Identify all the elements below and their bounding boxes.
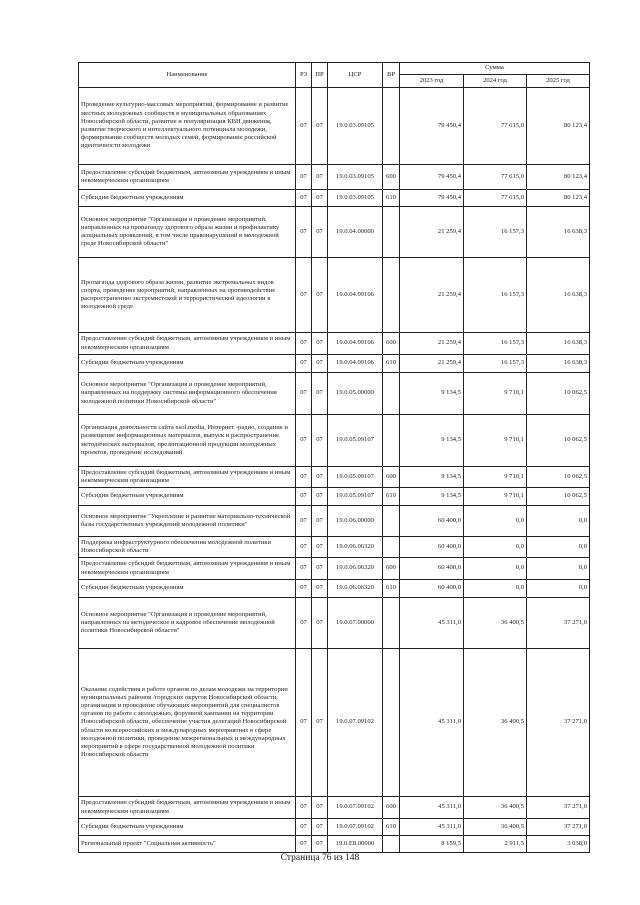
row-value-2025: 0,0 [527,537,590,558]
row-pr: 07 [312,88,328,165]
row-csr: 19.0.06.06320 [328,580,383,598]
row-rz: 07 [296,333,312,355]
row-value-2024: 77 615,0 [464,190,527,207]
row-pr: 07 [312,355,328,373]
row-rz: 07 [296,537,312,558]
row-value-2025: 16 638,3 [527,355,590,373]
row-value-2025: 80 123,4 [527,88,590,165]
row-vr: 600 [383,467,400,488]
row-rz: 07 [296,558,312,580]
table-row [79,598,590,649]
row-rz: 07 [296,797,312,819]
row-pr: 07 [312,649,328,797]
row-csr: 19.0.06.00000 [328,506,383,537]
row-vr [383,537,400,558]
row-name: Проведение культурно-массовых мероприятий, формирование и развитие местных молодежных сообществ в муниципальных образованиях Новосибирской области, развитие и популяризация КВН движения, развитие творческого и интеллектуального потенциала молодежи, формирование сообществ молодых семей, формирование российской идентичности молодежи [79,88,296,165]
row-value-2024: 36 400,5 [464,819,527,836]
row-name: Предоставление субсидий бюджетным, автономным учреждениям и иным некоммерческим организациям [79,333,296,355]
table-row [79,207,590,258]
row-rz: 07 [296,207,312,258]
row-vr: 610 [383,190,400,207]
row-value-2023: 8 159,5 [400,836,464,853]
row-value-2025: 10 062,5 [527,467,590,488]
row-value-2023: 9 134,5 [400,415,464,467]
row-value-2025: 37 271,0 [527,797,590,819]
row-value-2024: 16 157,3 [464,258,527,333]
row-value-2024: 16 157,3 [464,333,527,355]
row-pr: 07 [312,797,328,819]
table-row [79,819,590,836]
row-value-2025: 10 062,5 [527,415,590,467]
header-2025: 2025 год [527,75,590,88]
row-value-2023: 60 400,0 [400,580,464,598]
row-name: Предоставление субсидий бюджетным, автономным учреждениям и иным некоммерческим организациям [79,467,296,488]
row-csr: 19.0.03.09105 [328,88,383,165]
row-value-2025: 37 271,0 [527,649,590,797]
row-pr: 07 [312,506,328,537]
row-vr [383,373,400,415]
row-name: Субсидии бюджетным учреждениям [79,488,296,506]
table-row [79,373,590,415]
row-pr: 07 [312,258,328,333]
table-header [79,63,590,88]
row-csr: 19.0.06.06320 [328,537,383,558]
row-value-2024: 36 400,5 [464,797,527,819]
page-number: Страница 76 из 148 [280,853,360,863]
header-2024: 2024 год [464,75,527,88]
row-pr: 07 [312,836,328,853]
header-rz: РЗ [296,63,312,88]
table-row [79,836,590,853]
header-csr: ЦСР [328,63,383,88]
row-value-2024: 0,0 [464,506,527,537]
row-vr: 610 [383,580,400,598]
row-vr [383,258,400,333]
row-name: Поддержка инфраструктурного обеспечения молодежной политики Новосибирской области [79,537,296,558]
table-row [79,488,590,506]
row-csr: 19.0.07.09102 [328,649,383,797]
row-vr: 610 [383,488,400,506]
row-name: Основное мероприятие "Организация и проведение мероприятий, направленных на пропаганду здорового образа жизни и профилактику асоциальных проявлений, в том числе правонарушений в молодежной среде Новосибирской области" [79,207,296,258]
row-rz: 07 [296,415,312,467]
table-row [79,580,590,598]
header-vr: ВР [383,63,400,88]
row-rz: 07 [296,488,312,506]
table-row [79,506,590,537]
row-csr: 19.0.07.09102 [328,797,383,819]
row-vr [383,415,400,467]
table-row [79,165,590,190]
row-value-2025: 37 271,0 [527,598,590,649]
row-pr: 07 [312,598,328,649]
row-pr: 07 [312,373,328,415]
row-csr: 19.0.03.09105 [328,165,383,190]
row-vr [383,649,400,797]
row-vr: 600 [383,333,400,355]
row-csr: 19.0.06.06320 [328,558,383,580]
row-rz: 07 [296,258,312,333]
header-pr: ПР [312,63,328,88]
row-pr: 07 [312,165,328,190]
row-name: Основное мероприятие "Укрепление и развитие материально-технической базы государственных учреждений молодежной политики" [79,506,296,537]
row-vr [383,88,400,165]
row-name: Организация деятельности сайта nsol.media, Интернет -радио, создание и размещение информационных материалов, выпуск и распространение методических материалов, презентационной продукции молодежных проектов, проведение исследований [79,415,296,467]
row-vr: 600 [383,797,400,819]
row-value-2025: 0,0 [527,558,590,580]
row-value-2025: 37 271,0 [527,819,590,836]
row-value-2024: 0,0 [464,537,527,558]
row-pr: 07 [312,488,328,506]
row-pr: 07 [312,819,328,836]
header-2023: 2023 год [400,75,464,88]
row-vr [383,207,400,258]
row-pr: 07 [312,415,328,467]
row-name: Основное мероприятие "Организация и проведение мероприятий, направленных на поддержку системы информационного обеспечения молодежной политики Новосибирской области" [79,373,296,415]
row-value-2024: 16 157,3 [464,355,527,373]
row-value-2024: 9 710,1 [464,415,527,467]
table-row [79,558,590,580]
row-value-2023: 21 259,4 [400,207,464,258]
row-pr: 07 [312,580,328,598]
row-value-2023: 79 450,4 [400,165,464,190]
row-value-2024: 16 157,3 [464,207,527,258]
row-value-2025: 0,0 [527,506,590,537]
row-vr: 610 [383,819,400,836]
row-value-2023: 60 400,0 [400,506,464,537]
row-vr: 600 [383,558,400,580]
row-value-2024: 77 615,0 [464,165,527,190]
table-row [79,537,590,558]
table-row [79,649,590,797]
row-value-2023: 45 311,0 [400,598,464,649]
row-csr: 19.0.05.09107 [328,488,383,506]
row-csr: 19.0.05.09107 [328,415,383,467]
row-value-2023: 79 450,4 [400,190,464,207]
row-value-2023: 45 311,0 [400,649,464,797]
row-csr: 19.0.04.09106 [328,258,383,333]
row-vr [383,598,400,649]
row-pr: 07 [312,558,328,580]
row-value-2023: 9 134,5 [400,467,464,488]
row-name: Предоставление субсидий бюджетным, автономным учреждениям и иным некоммерческим организациям [79,558,296,580]
row-name: Региональный проект "Социальная активность" [79,836,296,853]
row-name: Пропаганда здорового образа жизни, развитие экстремальных видов спорта, проведение мероприятий, направленных на противодействие распространению экстремистской и террористической идеологии в молодежной среде [79,258,296,333]
row-csr: 19.0.E8.00000 [328,836,383,853]
row-value-2023: 79 450,4 [400,88,464,165]
header-sum: Сумма [400,63,590,75]
row-name: Предоставление субсидий бюджетным, автономным учреждениям и иным некоммерческим организациям [79,165,296,190]
table-body [79,88,590,853]
row-value-2024: 36 400,5 [464,649,527,797]
row-name: Субсидии бюджетным учреждениям [79,580,296,598]
row-rz: 07 [296,836,312,853]
table-row [79,190,590,207]
header-name: Наименование [79,63,296,88]
row-vr [383,506,400,537]
row-value-2025: 0,0 [527,580,590,598]
table-row [79,797,590,819]
row-value-2024: 77 615,0 [464,88,527,165]
row-value-2025: 80 123,4 [527,190,590,207]
row-pr: 07 [312,333,328,355]
row-rz: 07 [296,165,312,190]
row-vr [383,836,400,853]
row-rz: 07 [296,580,312,598]
row-value-2024: 9 710,1 [464,373,527,415]
row-value-2023: 60 400,0 [400,558,464,580]
row-pr: 07 [312,467,328,488]
row-rz: 07 [296,506,312,537]
row-csr: 19.0.05.00000 [328,373,383,415]
row-value-2023: 45 311,0 [400,819,464,836]
row-value-2024: 2 911,5 [464,836,527,853]
row-value-2025: 16 638,3 [527,207,590,258]
row-value-2023: 60 400,0 [400,537,464,558]
row-value-2024: 36 400,5 [464,598,527,649]
table-row [79,467,590,488]
row-vr: 600 [383,165,400,190]
row-rz: 07 [296,819,312,836]
row-value-2023: 21 259,4 [400,355,464,373]
row-rz: 07 [296,88,312,165]
row-pr: 07 [312,537,328,558]
row-value-2025: 80 123,4 [527,165,590,190]
row-name: Субсидии бюджетным учреждениям [79,355,296,373]
row-csr: 19.0.05.09107 [328,467,383,488]
row-value-2025: 3 038,0 [527,836,590,853]
row-value-2024: 9 710,1 [464,467,527,488]
row-value-2023: 9 134,5 [400,373,464,415]
row-value-2024: 0,0 [464,558,527,580]
row-value-2024: 9 710,1 [464,488,527,506]
table-row [79,355,590,373]
table-row [79,333,590,355]
row-csr: 19.0.04.00000 [328,207,383,258]
row-name: Основное мероприятие "Организация и проведение мероприятий, направленных на методическое и кадровое обеспечение молодежной политики Новосибирской области" [79,598,296,649]
table-row [79,415,590,467]
row-rz: 07 [296,649,312,797]
row-vr: 610 [383,355,400,373]
row-csr: 19.0.03.09105 [328,190,383,207]
row-pr: 07 [312,190,328,207]
row-name: Субсидии бюджетным учреждениям [79,819,296,836]
row-value-2025: 10 062,5 [527,488,590,506]
row-name: Предоставление субсидий бюджетным, автономным учреждениям и иным некоммерческим организациям [79,797,296,819]
row-pr: 07 [312,207,328,258]
row-value-2025: 10 062,5 [527,373,590,415]
row-rz: 07 [296,598,312,649]
row-csr: 19.0.07.00000 [328,598,383,649]
row-name: Оказание содействия в работе органов по делам молодежи на территории муниципальных районов /городских округов Новосибирской области, организация и проведение обучающих мероприятий для специалистов органов по работе с молодежью, форумной кампании на территории Новосибирской области, обеспечение участия делегаций Новосибирской области во всероссийских и международных мероприятиях в сфере молодежной политики, проведение межрегиональных и международных мероприятий в сфере государственной молодежной политики Новосибирской области [79,649,296,797]
budget-table [78,62,590,853]
row-rz: 07 [296,373,312,415]
row-csr: 19.0.04.09106 [328,355,383,373]
row-csr: 19.0.07.09102 [328,819,383,836]
table-row [79,258,590,333]
row-csr: 19.0.04.09106 [328,333,383,355]
row-value-2023: 9 134,5 [400,488,464,506]
row-value-2025: 16 638,3 [527,333,590,355]
row-value-2024: 0,0 [464,580,527,598]
row-value-2023: 45 311,0 [400,797,464,819]
row-rz: 07 [296,467,312,488]
row-name: Субсидии бюджетным учреждениям [79,190,296,207]
table-row [79,88,590,165]
row-value-2023: 21 259,4 [400,333,464,355]
row-value-2023: 21 259,4 [400,258,464,333]
row-rz: 07 [296,190,312,207]
row-rz: 07 [296,355,312,373]
row-value-2025: 16 638,3 [527,258,590,333]
